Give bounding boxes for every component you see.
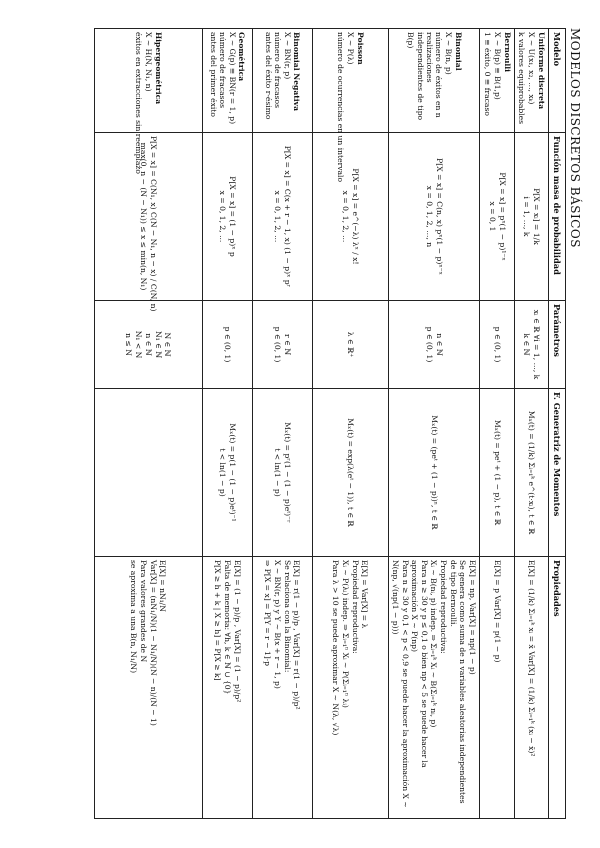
params-line: n ∈ ℕ	[434, 333, 444, 356]
header-model: Modelo	[549, 29, 566, 133]
model-line: X ∼ B(p) ≡ B(1,p)	[493, 32, 502, 100]
pmf-line: P[X = xᵢ] = 1/k	[531, 188, 541, 245]
header-pmf: Función masa de probabilidad	[549, 133, 566, 301]
params-line: p ∈ (0, 1)	[424, 326, 434, 363]
model-line: X ∼ U(x₁, x₂, ..., xₖ)	[527, 32, 537, 105]
model-cell	[202, 29, 252, 133]
model-line: k valores equiprobables	[517, 32, 527, 125]
pmf-line: x = 0, 1, 2, ..., n	[424, 185, 434, 248]
model-line: número de ocurrencias en un intervalo	[336, 32, 346, 183]
props-cell	[252, 557, 312, 819]
model-name: Geométrica	[237, 32, 247, 82]
params-line: p ∈ (0, 1)	[222, 326, 232, 363]
props-cell	[94, 557, 202, 819]
props-line: E[X] = p Var[X] = p(1 − p)	[492, 560, 502, 663]
props-line: Xᵢ ∼ B(nᵢ, p) indep. ⇒ Σᵢ₌₁ᵏ Xᵢ ∼ B(Σᵢ₌₁ᵏ nᵢ, p)	[429, 560, 439, 728]
params-line: r ∈ ℕ	[282, 333, 292, 356]
mgf-cell	[252, 389, 312, 557]
model-cell	[252, 29, 312, 133]
table-row	[388, 29, 480, 819]
params-line: k ∈ ℕ	[522, 333, 532, 356]
model-line: 1 ≡ éxito, 0 ≡ fracaso	[483, 32, 493, 116]
props-cell	[480, 557, 514, 819]
pmf-line: P[X = x] = C(x + r − 1, x) (1 − p)ˣ pʳ	[282, 145, 292, 288]
mgf-cell	[94, 389, 202, 557]
props-line: ⇒ P[X = x] = P[Y = r − 1]·p	[263, 560, 273, 667]
header-props: Propiedades	[549, 557, 566, 819]
pmf-line: P[X = x] = C(n, x) pˣ(1 − p)ⁿ⁻ˣ	[434, 158, 444, 275]
params-line: n ∈ ℕ	[143, 333, 153, 356]
pmf-line: x = 0, 1, 2, ...	[218, 190, 227, 243]
props-line: se aproxima a una B(n, N₁/N)	[129, 560, 139, 674]
props-line: Propiedad reproductiva:	[439, 560, 449, 654]
pmf-cell	[94, 133, 202, 312]
header-params: Parámetros	[549, 301, 566, 389]
mgf-line: Mₓ(t) = (peᵗ + (1 − p))ⁿ, t ∈ ℝ	[429, 415, 439, 530]
params-line: N ∈ ℕ	[163, 332, 173, 357]
model-cell	[388, 29, 480, 133]
pmf-cell	[252, 133, 312, 301]
model-line: número de fracasos antes del éxito r-ésimo	[263, 32, 282, 120]
props-line: Se relaciona con la Binomial:	[282, 560, 292, 673]
table-row	[202, 29, 252, 819]
props-line: Xᵢ ∼ P(λᵢ) indep. ⇒ Σᵢ₌₁ⁿ Xᵢ ∼ P(Σᵢ₌₁ⁿ λᵢ)	[341, 560, 350, 708]
pmf-cell	[312, 133, 388, 301]
table-row	[480, 29, 514, 819]
pmf-line: max(0, n − (N − N₁)) ≤ x ≤ min(n, N₁)	[139, 142, 148, 291]
mgf-cell	[312, 389, 388, 557]
mgf-line: t < ln(1 − p)	[273, 448, 282, 497]
props-line: Var[X] = (nN₁/N)(1 − N₁/N)(N − n)/(N − 1)	[148, 560, 158, 726]
pmf-line: x = 0, 1, 2, ...	[341, 190, 350, 243]
mgf-line: Mₓ(t) = exp(λ(eᵗ − 1)), t ∈ ℝ	[345, 418, 355, 527]
props-line: Para λ > 10 se puede aproximar X ∼ N(λ, √λ)	[331, 560, 341, 736]
model-line: X ∼ H(N, N₁, n)	[144, 32, 154, 92]
params-line: p ∈ (0, 1)	[273, 326, 282, 363]
mgf-cell	[388, 389, 480, 557]
mgf-line: Mₓ(t) = (1/k) Σᵢ₌₁ᵏ e^(t·xᵢ), t ∈ ℝ	[527, 410, 536, 535]
model-line: número de éxitos en n realizaciones independientes de tipo B(p)	[406, 32, 444, 121]
params-line: p ∈ (0, 1)	[492, 326, 502, 363]
model-name: Hipergeométrica	[153, 32, 163, 105]
params-cell	[252, 301, 312, 389]
model-cell	[312, 29, 388, 183]
distributions-table	[94, 28, 566, 819]
mgf-cell	[202, 389, 252, 557]
pmf-cell	[480, 133, 514, 301]
model-cell	[480, 29, 514, 133]
props-line: Para n ≥ 30 y p ≤ 0,1 o bien np < 5 se puede hacer la aproximación X ∼ P(np)	[410, 560, 429, 768]
props-cell	[514, 557, 548, 819]
params-line: xᵢ ∈ ℝ ∀i = 1, ..., k	[531, 309, 541, 380]
mgf-line: Mₓ(t) = pʳ(1 − (1 − p)eᵗ)⁻ʳ	[282, 422, 292, 523]
table-row	[312, 29, 388, 819]
props-line: Propiedad reproductiva:	[350, 560, 360, 654]
pmf-line: P[X = x] = C(N₁, x) C(N − N₁, n − x) / C(N, n)	[148, 136, 158, 312]
props-line: E[X] = (1 − p)/p , Var[X] = (1 − p)/p²	[232, 560, 242, 703]
header-mgf: F. Generatriz de Momentos	[549, 389, 566, 557]
props-line: Para valores grandes de N	[139, 560, 148, 663]
model-line: número de fracasos antes del primer éxito	[208, 32, 227, 117]
params-line: N₁ ∈ ℕ	[153, 330, 163, 359]
props-line: Se genera como suma de n variables aleatorias independientes de tipo Bernoulli.	[449, 560, 468, 804]
props-line: E[X] = r(1 − p)/p , Var[X] = r(1 − p)/p²	[292, 560, 302, 710]
props-cell	[388, 557, 480, 819]
params-line: λ ∈ ℝ⁺	[345, 331, 355, 358]
mgf-line: Mₓ(t) = peᵗ + (1 − p), t ∈ ℝ	[492, 419, 502, 526]
model-name: Uniforme discreta	[537, 32, 546, 110]
props-cell	[202, 557, 252, 819]
model-line: éxitos en extracciones sin reemplazo	[134, 32, 144, 174]
model-cell	[94, 29, 202, 174]
model-name: Poisson	[355, 32, 365, 65]
params-cell	[480, 301, 514, 389]
pmf-line: x = 0, 1	[487, 201, 497, 232]
props-line: Para n ≥ 30 y 0,1 < p < 0,9 se puede hacer la aproximación X ∼ N(np, √(np(1 − p)))	[391, 560, 410, 808]
props-cell	[312, 557, 388, 819]
model-name: Binomial Negativa	[292, 32, 302, 111]
params-cell	[514, 301, 548, 389]
pmf-line: P[X = x] = (1 − p)ˣ p	[227, 176, 237, 257]
model-name: Binomial	[453, 32, 463, 71]
table-row	[514, 29, 548, 819]
pmf-cell	[514, 133, 548, 301]
model-name: Bernoulli	[502, 32, 512, 73]
params-cell	[312, 301, 388, 389]
pmf-cell	[202, 133, 252, 301]
params-cell	[202, 301, 252, 389]
props-line: E[X] = np, Var[X] = np(1 − p)	[468, 560, 477, 675]
props-line: Falta de memoria: ∀h, k ∈ ℕ ∪ {0}	[222, 560, 232, 695]
params-cell	[94, 301, 202, 389]
mgf-cell	[514, 389, 548, 557]
pmf-line: P[X = x] = e^(−λ) λˣ / x!	[350, 168, 360, 265]
pmf-line: x = 0, 1, 2, ...	[273, 190, 282, 243]
props-line: E[X] = (1/k) Σᵢ₌₁ᵏ xᵢ = x̄ Var[X] = (1/k) Σᵢ₌₁ᵏ (xᵢ − x̄)²	[527, 560, 536, 757]
header-row	[549, 29, 566, 819]
model-line: X ∼ P(λ)	[346, 32, 356, 65]
pmf-line: P[X = x] = pˣ(1 − p)¹⁻ˣ	[497, 172, 507, 261]
mgf-line: t < ln(1 − p)	[218, 448, 227, 497]
pmf-cell	[388, 133, 480, 301]
model-line: X ∼ BN(r, p)	[282, 32, 292, 80]
props-line: E[X] = nN₁/N	[158, 560, 168, 612]
props-line: P[X ≥ h + k | X ≥ h] = P[X ≥ k]	[213, 560, 223, 681]
pmf-line: i = 1, ..., k	[522, 196, 532, 237]
mgf-line: Mₓ(t) = p(1 − (1 − p)eᵗ)⁻¹	[227, 423, 237, 522]
params-cell	[388, 301, 480, 389]
props-line: X ∼ BN(r, p) y Y ∼ B(x + r − 1, p)	[273, 560, 282, 689]
model-line: X ∼ B(n, p)	[443, 32, 453, 75]
table-row	[252, 29, 312, 819]
page-title: MODELOS DISCRETOS BÁSICOS	[568, 28, 582, 248]
mgf-cell	[480, 389, 514, 557]
model-cell	[514, 29, 548, 133]
props-line: E[X] = Var[X] = λ	[360, 560, 370, 629]
params-line: n ≤ N	[124, 333, 134, 356]
table-row	[94, 29, 202, 819]
model-line: X ∼ G(p) ≡ BN(r = 1, p)	[227, 32, 237, 125]
params-line: N₁ < N	[134, 330, 144, 359]
